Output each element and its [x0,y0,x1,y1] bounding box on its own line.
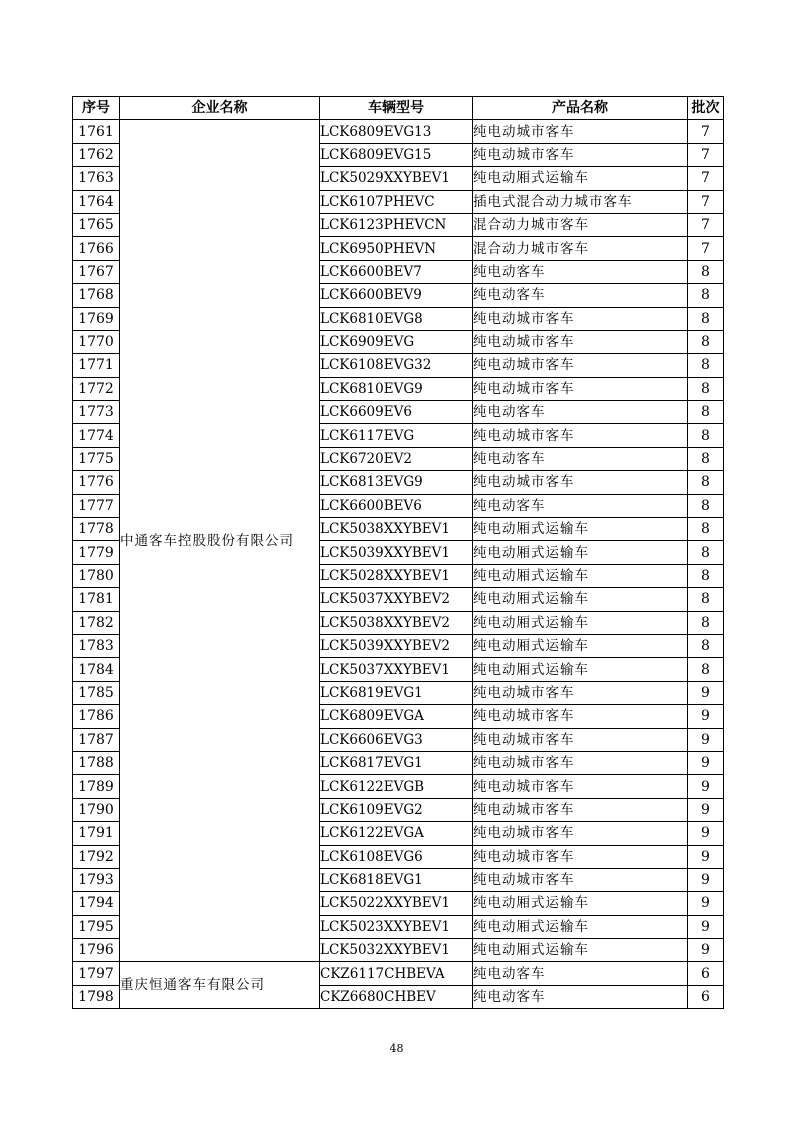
product-name-cell: 纯电动客车 [473,985,688,1008]
batch-cell: 9 [688,822,724,845]
vehicle-model-cell: LCK6122EVGA [320,822,473,845]
batch-cell: 8 [688,471,724,494]
product-name-cell: 插电式混合动力城市客车 [473,190,688,213]
vehicle-model-cell: LCK5038XXYBEV2 [320,611,473,634]
row-seq-cell: 1769 [73,307,120,330]
vehicle-model-cell: LCK6600BEV7 [320,260,473,283]
batch-cell: 7 [688,167,724,190]
batch-cell: 7 [688,143,724,166]
vehicle-model-cell: LCK6123PHEVCN [320,213,473,236]
vehicle-model-cell: LCK6950PHEVN [320,237,473,260]
product-name-cell: 纯电动城市客车 [473,471,688,494]
row-seq-cell: 1789 [73,775,120,798]
row-seq-cell: 1775 [73,447,120,470]
batch-cell: 9 [688,915,724,938]
product-name-cell: 纯电动城市客车 [473,377,688,400]
row-seq-cell: 1782 [73,611,120,634]
product-name-cell: 纯电动厢式运输车 [473,541,688,564]
product-name-cell: 纯电动城市客车 [473,728,688,751]
page-number: 48 [389,1042,404,1055]
row-seq-cell: 1796 [73,939,120,962]
row-seq-cell: 1781 [73,588,120,611]
batch-cell: 8 [688,541,724,564]
batch-cell: 9 [688,892,724,915]
batch-cell: 8 [688,377,724,400]
vehicle-model-cell: LCK5029XXYBEV1 [320,167,473,190]
batch-cell: 8 [688,494,724,517]
batch-cell: 9 [688,798,724,821]
product-name-cell: 纯电动城市客车 [473,798,688,821]
row-seq-cell: 1765 [73,213,120,236]
row-seq-cell: 1786 [73,705,120,728]
product-name-cell: 纯电动客车 [473,284,688,307]
vehicle-model-cell: LCK6813EVG9 [320,471,473,494]
row-seq-cell: 1767 [73,260,120,283]
vehicle-model-cell: LCK6600BEV9 [320,284,473,307]
batch-cell: 7 [688,213,724,236]
vehicle-model-cell: LCK6809EVG13 [320,120,473,143]
row-seq-cell: 1783 [73,634,120,657]
vehicle-model-cell: LCK5039XXYBEV2 [320,634,473,657]
product-name-cell: 纯电动厢式运输车 [473,634,688,657]
row-seq-cell: 1780 [73,564,120,587]
row-seq-cell: 1776 [73,471,120,494]
row-seq-cell: 1763 [73,167,120,190]
batch-cell: 7 [688,120,724,143]
header-model: 车辆型号 [320,97,473,120]
row-seq-cell: 1790 [73,798,120,821]
batch-cell: 9 [688,751,724,774]
vehicle-model-cell: LCK6609EV6 [320,401,473,424]
vehicle-model-cell: CKZ6117CHBEVA [320,962,473,985]
row-seq-cell: 1798 [73,985,120,1008]
vehicle-model-cell: LCK6117EVG [320,424,473,447]
vehicle-catalog-table [72,96,724,1009]
row-seq-cell: 1794 [73,892,120,915]
row-seq-cell: 1764 [73,190,120,213]
product-name-cell: 纯电动厢式运输车 [473,518,688,541]
product-name-cell: 纯电动客车 [473,260,688,283]
row-seq-cell: 1772 [73,377,120,400]
row-seq-cell: 1771 [73,354,120,377]
product-name-cell: 纯电动城市客车 [473,120,688,143]
product-name-cell: 纯电动厢式运输车 [473,892,688,915]
batch-cell: 8 [688,284,724,307]
batch-cell: 8 [688,447,724,470]
row-seq-cell: 1761 [73,120,120,143]
row-seq-cell: 1784 [73,658,120,681]
row-seq-cell: 1793 [73,868,120,891]
vehicle-model-cell: LCK6809EVGA [320,705,473,728]
row-seq-cell: 1766 [73,237,120,260]
vehicle-model-cell: LCK6810EVG8 [320,307,473,330]
vehicle-model-cell: LCK6720EV2 [320,447,473,470]
row-seq-cell: 1778 [73,518,120,541]
row-seq-cell: 1777 [73,494,120,517]
vehicle-model-cell: LCK5032XXYBEV1 [320,939,473,962]
row-seq-cell: 1768 [73,284,120,307]
row-seq-cell: 1787 [73,728,120,751]
vehicle-model-cell: LCK6817EVG1 [320,751,473,774]
vehicle-model-cell: LCK6109EVG2 [320,798,473,821]
vehicle-model-cell: CKZ6680CHBEV [320,985,473,1008]
vehicle-model-cell: LCK6122EVGB [320,775,473,798]
table-header-row [73,97,724,120]
batch-cell: 8 [688,330,724,353]
row-seq-cell: 1774 [73,424,120,447]
vehicle-model-cell: LCK6809EVG15 [320,143,473,166]
vehicle-model-cell: LCK6600BEV6 [320,494,473,517]
product-name-cell: 纯电动城市客车 [473,775,688,798]
row-seq-cell: 1795 [73,915,120,938]
batch-cell: 8 [688,634,724,657]
product-name-cell: 纯电动厢式运输车 [473,588,688,611]
vehicle-model-cell: LCK5039XXYBEV1 [320,541,473,564]
batch-cell: 9 [688,705,724,728]
product-name-cell: 纯电动客车 [473,494,688,517]
vehicle-model-cell: LCK6819EVG1 [320,681,473,704]
product-name-cell: 纯电动客车 [473,447,688,470]
batch-cell: 8 [688,588,724,611]
vehicle-model-cell: LCK6108EVG32 [320,354,473,377]
row-seq-cell: 1785 [73,681,120,704]
product-name-cell: 纯电动厢式运输车 [473,658,688,681]
product-name-cell: 纯电动客车 [473,401,688,424]
row-seq-cell: 1762 [73,143,120,166]
vehicle-model-cell: LCK5037XXYBEV1 [320,658,473,681]
product-name-cell: 纯电动城市客车 [473,681,688,704]
vehicle-model-cell: LCK5028XXYBEV1 [320,564,473,587]
row-seq-cell: 1779 [73,541,120,564]
product-name-cell: 纯电动客车 [473,962,688,985]
enterprise-cell: 中通客车控股股份有限公司 [120,120,320,962]
vehicle-model-cell: LCK6818EVG1 [320,868,473,891]
batch-cell: 8 [688,518,724,541]
vehicle-model-cell: LCK6108EVG6 [320,845,473,868]
product-name-cell: 纯电动城市客车 [473,705,688,728]
product-name-cell: 纯电动厢式运输车 [473,564,688,587]
table-row [73,120,724,143]
vehicle-model-cell: LCK6606EVG3 [320,728,473,751]
batch-cell: 8 [688,401,724,424]
vehicle-model-cell: LCK5038XXYBEV1 [320,518,473,541]
row-seq-cell: 1788 [73,751,120,774]
batch-cell: 9 [688,845,724,868]
vehicle-model-cell: LCK6810EVG9 [320,377,473,400]
batch-cell: 8 [688,658,724,681]
row-seq-cell: 1770 [73,330,120,353]
batch-cell: 6 [688,985,724,1008]
header-enterprise: 企业名称 [120,97,320,120]
row-seq-cell: 1791 [73,822,120,845]
batch-cell: 8 [688,307,724,330]
product-name-cell: 纯电动城市客车 [473,845,688,868]
batch-cell: 9 [688,681,724,704]
product-name-cell: 混合动力城市客车 [473,237,688,260]
header-seq: 序号 [73,97,120,120]
vehicle-model-cell: LCK5023XXYBEV1 [320,915,473,938]
row-seq-cell: 1792 [73,845,120,868]
product-name-cell: 纯电动厢式运输车 [473,939,688,962]
row-seq-cell: 1797 [73,962,120,985]
batch-cell: 9 [688,939,724,962]
product-name-cell: 纯电动城市客车 [473,354,688,377]
batch-cell: 8 [688,564,724,587]
batch-cell: 8 [688,611,724,634]
product-name-cell: 纯电动厢式运输车 [473,611,688,634]
row-seq-cell: 1773 [73,401,120,424]
header-batch: 批次 [688,97,724,120]
product-name-cell: 纯电动城市客车 [473,751,688,774]
batch-cell: 7 [688,237,724,260]
product-name-cell: 纯电动城市客车 [473,330,688,353]
table-body [73,120,724,1009]
batch-cell: 8 [688,424,724,447]
product-name-cell: 纯电动城市客车 [473,868,688,891]
batch-cell: 8 [688,260,724,283]
batch-cell: 6 [688,962,724,985]
vehicle-model-cell: LCK6107PHEVC [320,190,473,213]
batch-cell: 9 [688,868,724,891]
product-name-cell: 纯电动城市客车 [473,143,688,166]
batch-cell: 8 [688,354,724,377]
enterprise-cell: 重庆恒通客车有限公司 [120,962,320,1009]
header-product: 产品名称 [473,97,688,120]
vehicle-model-cell: LCK5037XXYBEV2 [320,588,473,611]
batch-cell: 9 [688,728,724,751]
product-name-cell: 纯电动厢式运输车 [473,915,688,938]
vehicle-model-cell: LCK5022XXYBEV1 [320,892,473,915]
product-name-cell: 纯电动城市客车 [473,307,688,330]
product-name-cell: 纯电动城市客车 [473,822,688,845]
product-name-cell: 混合动力城市客车 [473,213,688,236]
product-name-cell: 纯电动厢式运输车 [473,167,688,190]
batch-cell: 9 [688,775,724,798]
product-name-cell: 纯电动城市客车 [473,424,688,447]
vehicle-model-cell: LCK6909EVG [320,330,473,353]
batch-cell: 7 [688,190,724,213]
table-row [73,962,724,985]
